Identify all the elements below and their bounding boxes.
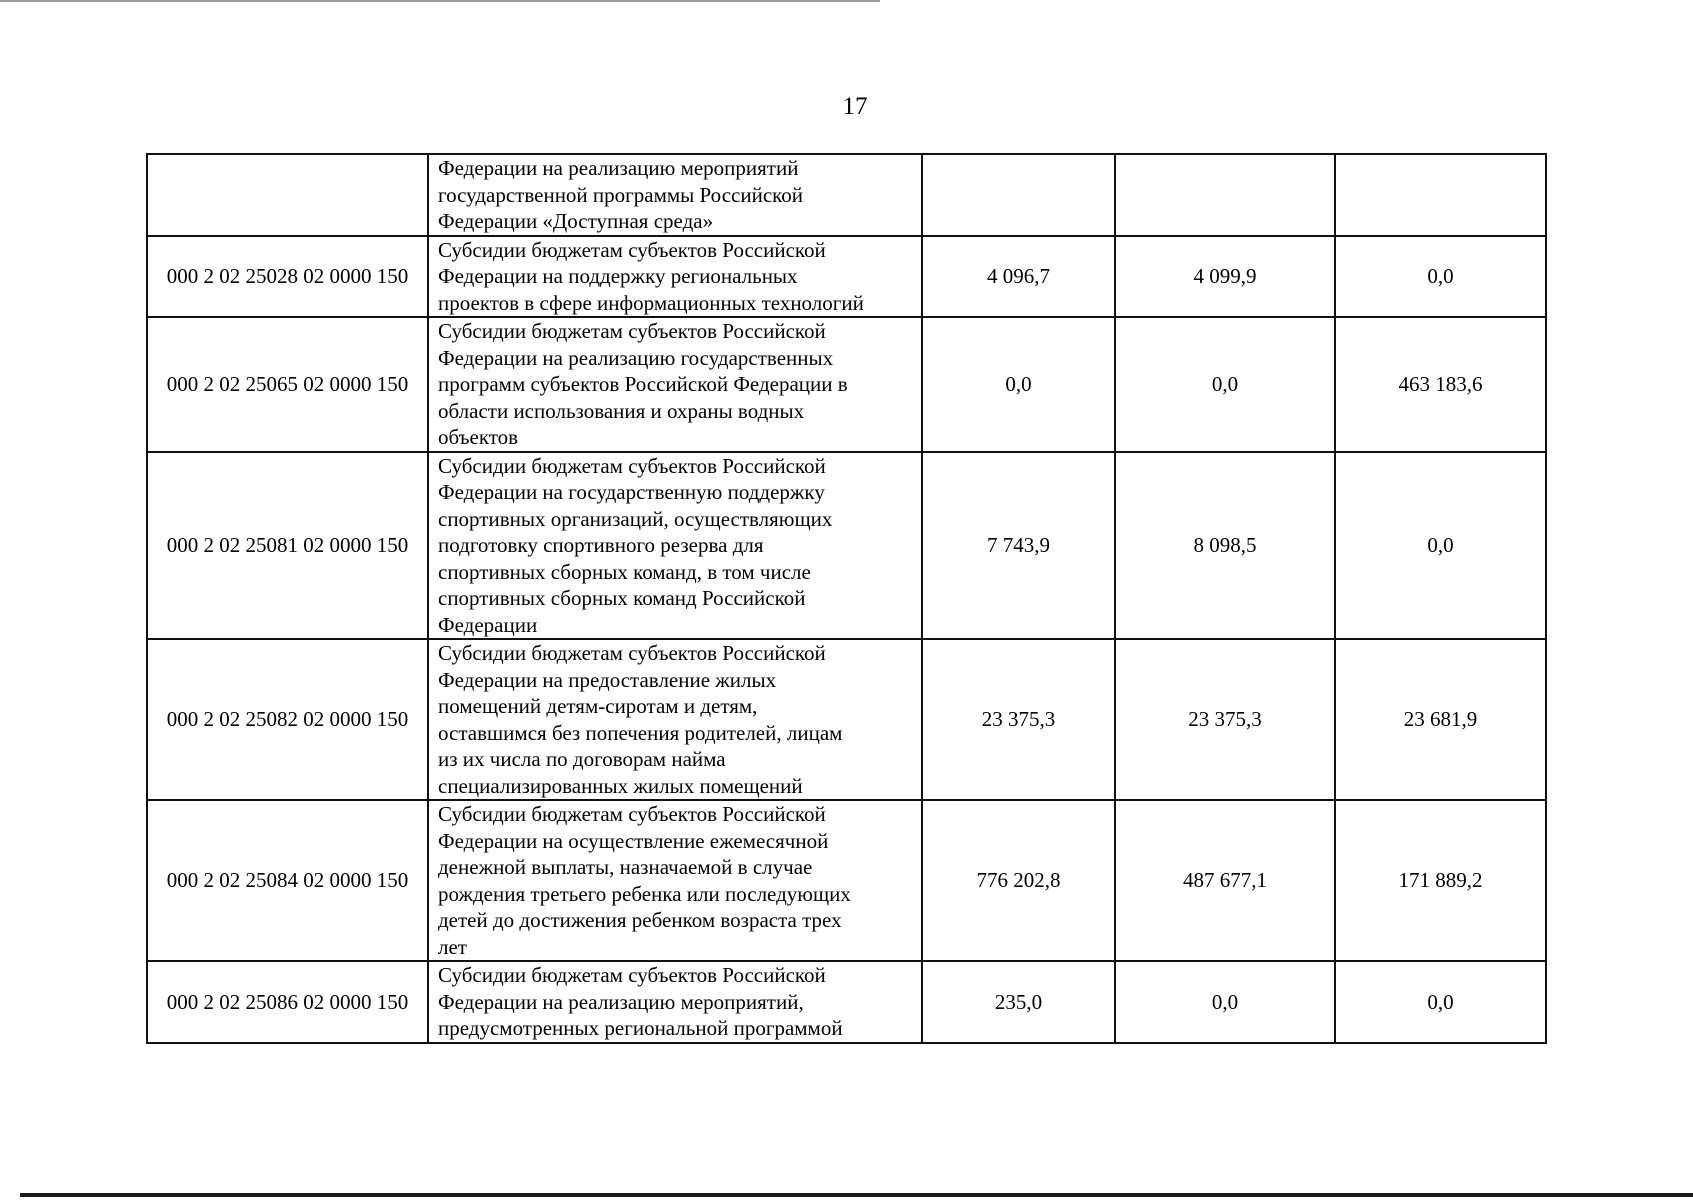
table-row — [147, 452, 1546, 640]
description-line: Субсидии бюджетам субъектов Российской — [438, 237, 826, 262]
description-line: денежной выплаты, назначаемой в случае — [438, 855, 813, 879]
table-row — [147, 800, 1546, 961]
amount-col-2: 4 099,9 — [1115, 236, 1335, 318]
amount-col-1: 776 202,8 — [922, 800, 1115, 961]
description-line: Федерации — [438, 612, 538, 637]
amount-col-1: 23 375,3 — [922, 639, 1115, 800]
row-description — [428, 800, 922, 961]
description-line: Субсидии бюджетам субъектов Российской — [438, 963, 826, 987]
description-line: специализированных жилых помещений — [438, 773, 803, 798]
description-line: Федерации на государственную поддержку — [438, 480, 825, 504]
description-line: Федерации «Доступная среда» — [438, 209, 714, 233]
description-line: подготовку спортивного резерва для — [438, 533, 764, 557]
amount-col-3 — [1335, 154, 1546, 236]
description-line: проектов в сфере информационных технологий — [438, 290, 864, 315]
description-line: Федерации на осуществление ежемесячной — [438, 828, 829, 853]
description-line: Федерации на поддержку региональных — [438, 264, 798, 288]
amount-col-1: 0,0 — [922, 317, 1115, 452]
description-line: оставшимся без попечения родителей, лицам — [438, 720, 843, 745]
row-description — [428, 236, 922, 318]
row-description — [428, 639, 922, 800]
description-line: спортивных организаций, осуществляющих — [438, 506, 833, 531]
description-line: спортивных сборных команд, в том числе — [438, 559, 811, 584]
row-description — [428, 452, 922, 640]
description-line: спортивных сборных команд Российской — [438, 586, 806, 610]
description-line: Федерации на реализацию государственных — [438, 345, 834, 370]
description-line: лет — [438, 934, 467, 959]
amount-col-2: 8 098,5 — [1115, 452, 1335, 640]
table-row — [147, 236, 1546, 318]
scan-edge-bottom — [20, 1193, 1693, 1197]
amount-col-2: 487 677,1 — [1115, 800, 1335, 961]
description-line: Субсидии бюджетам субъектов Российской — [438, 641, 826, 665]
budget-code: 000 2 02 25084 02 0000 150 — [147, 800, 428, 961]
budget-code: 000 2 02 25081 02 0000 150 — [147, 452, 428, 640]
description-line: Субсидии бюджетам субъектов Российской — [438, 802, 826, 826]
budget-table — [146, 153, 1547, 1044]
amount-col-1: 235,0 — [922, 961, 1115, 1043]
description-line: помещений детям-сиротам и детям, — [438, 694, 758, 718]
description-line: Федерации на предоставление жилых — [438, 667, 777, 692]
description-line: предусмотренных региональной программой — [438, 1016, 843, 1040]
table-row — [147, 961, 1546, 1043]
amount-col-1: 7 743,9 — [922, 452, 1115, 640]
page-number: 17 — [842, 93, 868, 120]
table-row — [147, 317, 1546, 452]
amount-col-3: 0,0 — [1335, 961, 1546, 1043]
amount-col-1 — [922, 154, 1115, 236]
budget-code: 000 2 02 25028 02 0000 150 — [147, 236, 428, 318]
description-line: государственной программы Российской — [438, 182, 804, 207]
amount-col-3: 171 889,2 — [1335, 800, 1546, 961]
description-line: Федерации на реализацию мероприятий — [438, 156, 799, 180]
description-line: программ субъектов Российской Федерации в — [438, 372, 848, 396]
amount-col-1: 4 096,7 — [922, 236, 1115, 318]
description-line: из их числа по договорам найма — [438, 747, 726, 771]
scan-edge-top — [0, 0, 880, 2]
description-line: области использования и охраны водных — [438, 398, 805, 423]
description-line: Субсидии бюджетам субъектов Российской — [438, 319, 826, 343]
amount-col-3: 463 183,6 — [1335, 317, 1546, 452]
amount-col-2: 0,0 — [1115, 317, 1335, 452]
row-description — [428, 961, 922, 1043]
amount-col-2 — [1115, 154, 1335, 236]
description-line: Федерации на реализацию мероприятий, — [438, 989, 804, 1014]
amount-col-2: 23 375,3 — [1115, 639, 1335, 800]
amount-col-3: 23 681,9 — [1335, 639, 1546, 800]
row-description — [428, 154, 922, 236]
budget-code: 000 2 02 25082 02 0000 150 — [147, 639, 428, 800]
table-row — [147, 639, 1546, 800]
budget-code: 000 2 02 25065 02 0000 150 — [147, 317, 428, 452]
budget-code — [147, 154, 428, 236]
description-line: Субсидии бюджетам субъектов Российской — [438, 453, 826, 478]
row-description — [428, 317, 922, 452]
amount-col-3: 0,0 — [1335, 236, 1546, 318]
description-line: рождения третьего ребенка или последующих — [438, 881, 851, 906]
amount-col-3: 0,0 — [1335, 452, 1546, 640]
table-row — [147, 154, 1546, 236]
description-line: детей до достижения ребенком возраста трех — [438, 908, 842, 932]
description-line: объектов — [438, 425, 519, 449]
budget-code: 000 2 02 25086 02 0000 150 — [147, 961, 428, 1043]
amount-col-2: 0,0 — [1115, 961, 1335, 1043]
